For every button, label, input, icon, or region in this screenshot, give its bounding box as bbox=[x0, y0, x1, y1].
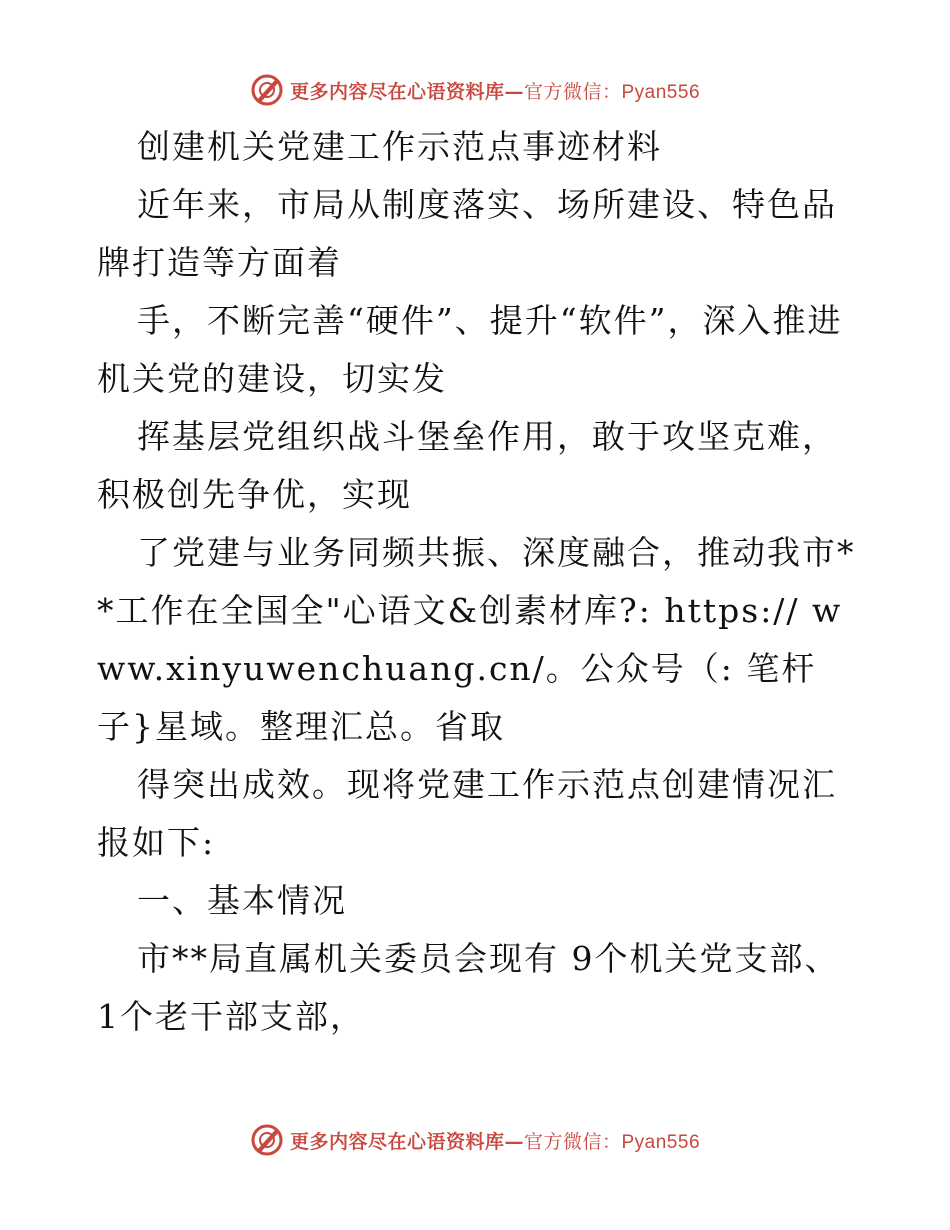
paragraph-1: 近年来，市局从制度落实、场所建设、特色品牌打造等方面着 bbox=[97, 185, 837, 282]
footer-banner bbox=[0, 1120, 950, 1160]
brush-logo-icon bbox=[250, 1123, 284, 1157]
brush-logo-icon bbox=[250, 73, 284, 107]
paragraph-4: 了党建与业务同频共振、深度融合，推动我市**工作在全国全"心语文&创素材库?: https:// www.xinyuwenchuang.cn/。公众号（: 笔杆子}星域。整理汇总。省取 bbox=[97, 533, 856, 746]
document-title: 创建机关党建工作示范点事迹材料 bbox=[137, 127, 662, 166]
paragraph-2: 手，不断完善“硬件”、提升“软件”，深入推进机关党的建设，切实发 bbox=[97, 301, 843, 398]
header-banner bbox=[0, 70, 950, 110]
footer-banner-separator: — bbox=[504, 1130, 524, 1153]
footer-banner-main: 更多内容尽在心语资料库 bbox=[289, 1130, 505, 1153]
header-banner-separator: — bbox=[504, 80, 524, 103]
paragraph-6: 市**局直属机关委员会现有 9个机关党支部、1个老干部支部， bbox=[97, 939, 840, 1036]
header-banner-wechat: 官方微信：Pyan556 bbox=[524, 81, 701, 103]
paragraph-3: 挥基层党组织战斗堡垒作用，敢于攻坚克难，积极创先争优，实现 bbox=[97, 417, 837, 514]
footer-banner-wechat: 官方微信：Pyan556 bbox=[524, 1131, 701, 1153]
paragraph-5: 得突出成效。现将党建工作示范点创建情况汇报如下: bbox=[97, 765, 837, 862]
section-heading-basic: 一、基本情况 bbox=[137, 881, 347, 920]
header-banner-main: 更多内容尽在心语资料库 bbox=[289, 80, 505, 103]
document-body bbox=[97, 118, 857, 1046]
